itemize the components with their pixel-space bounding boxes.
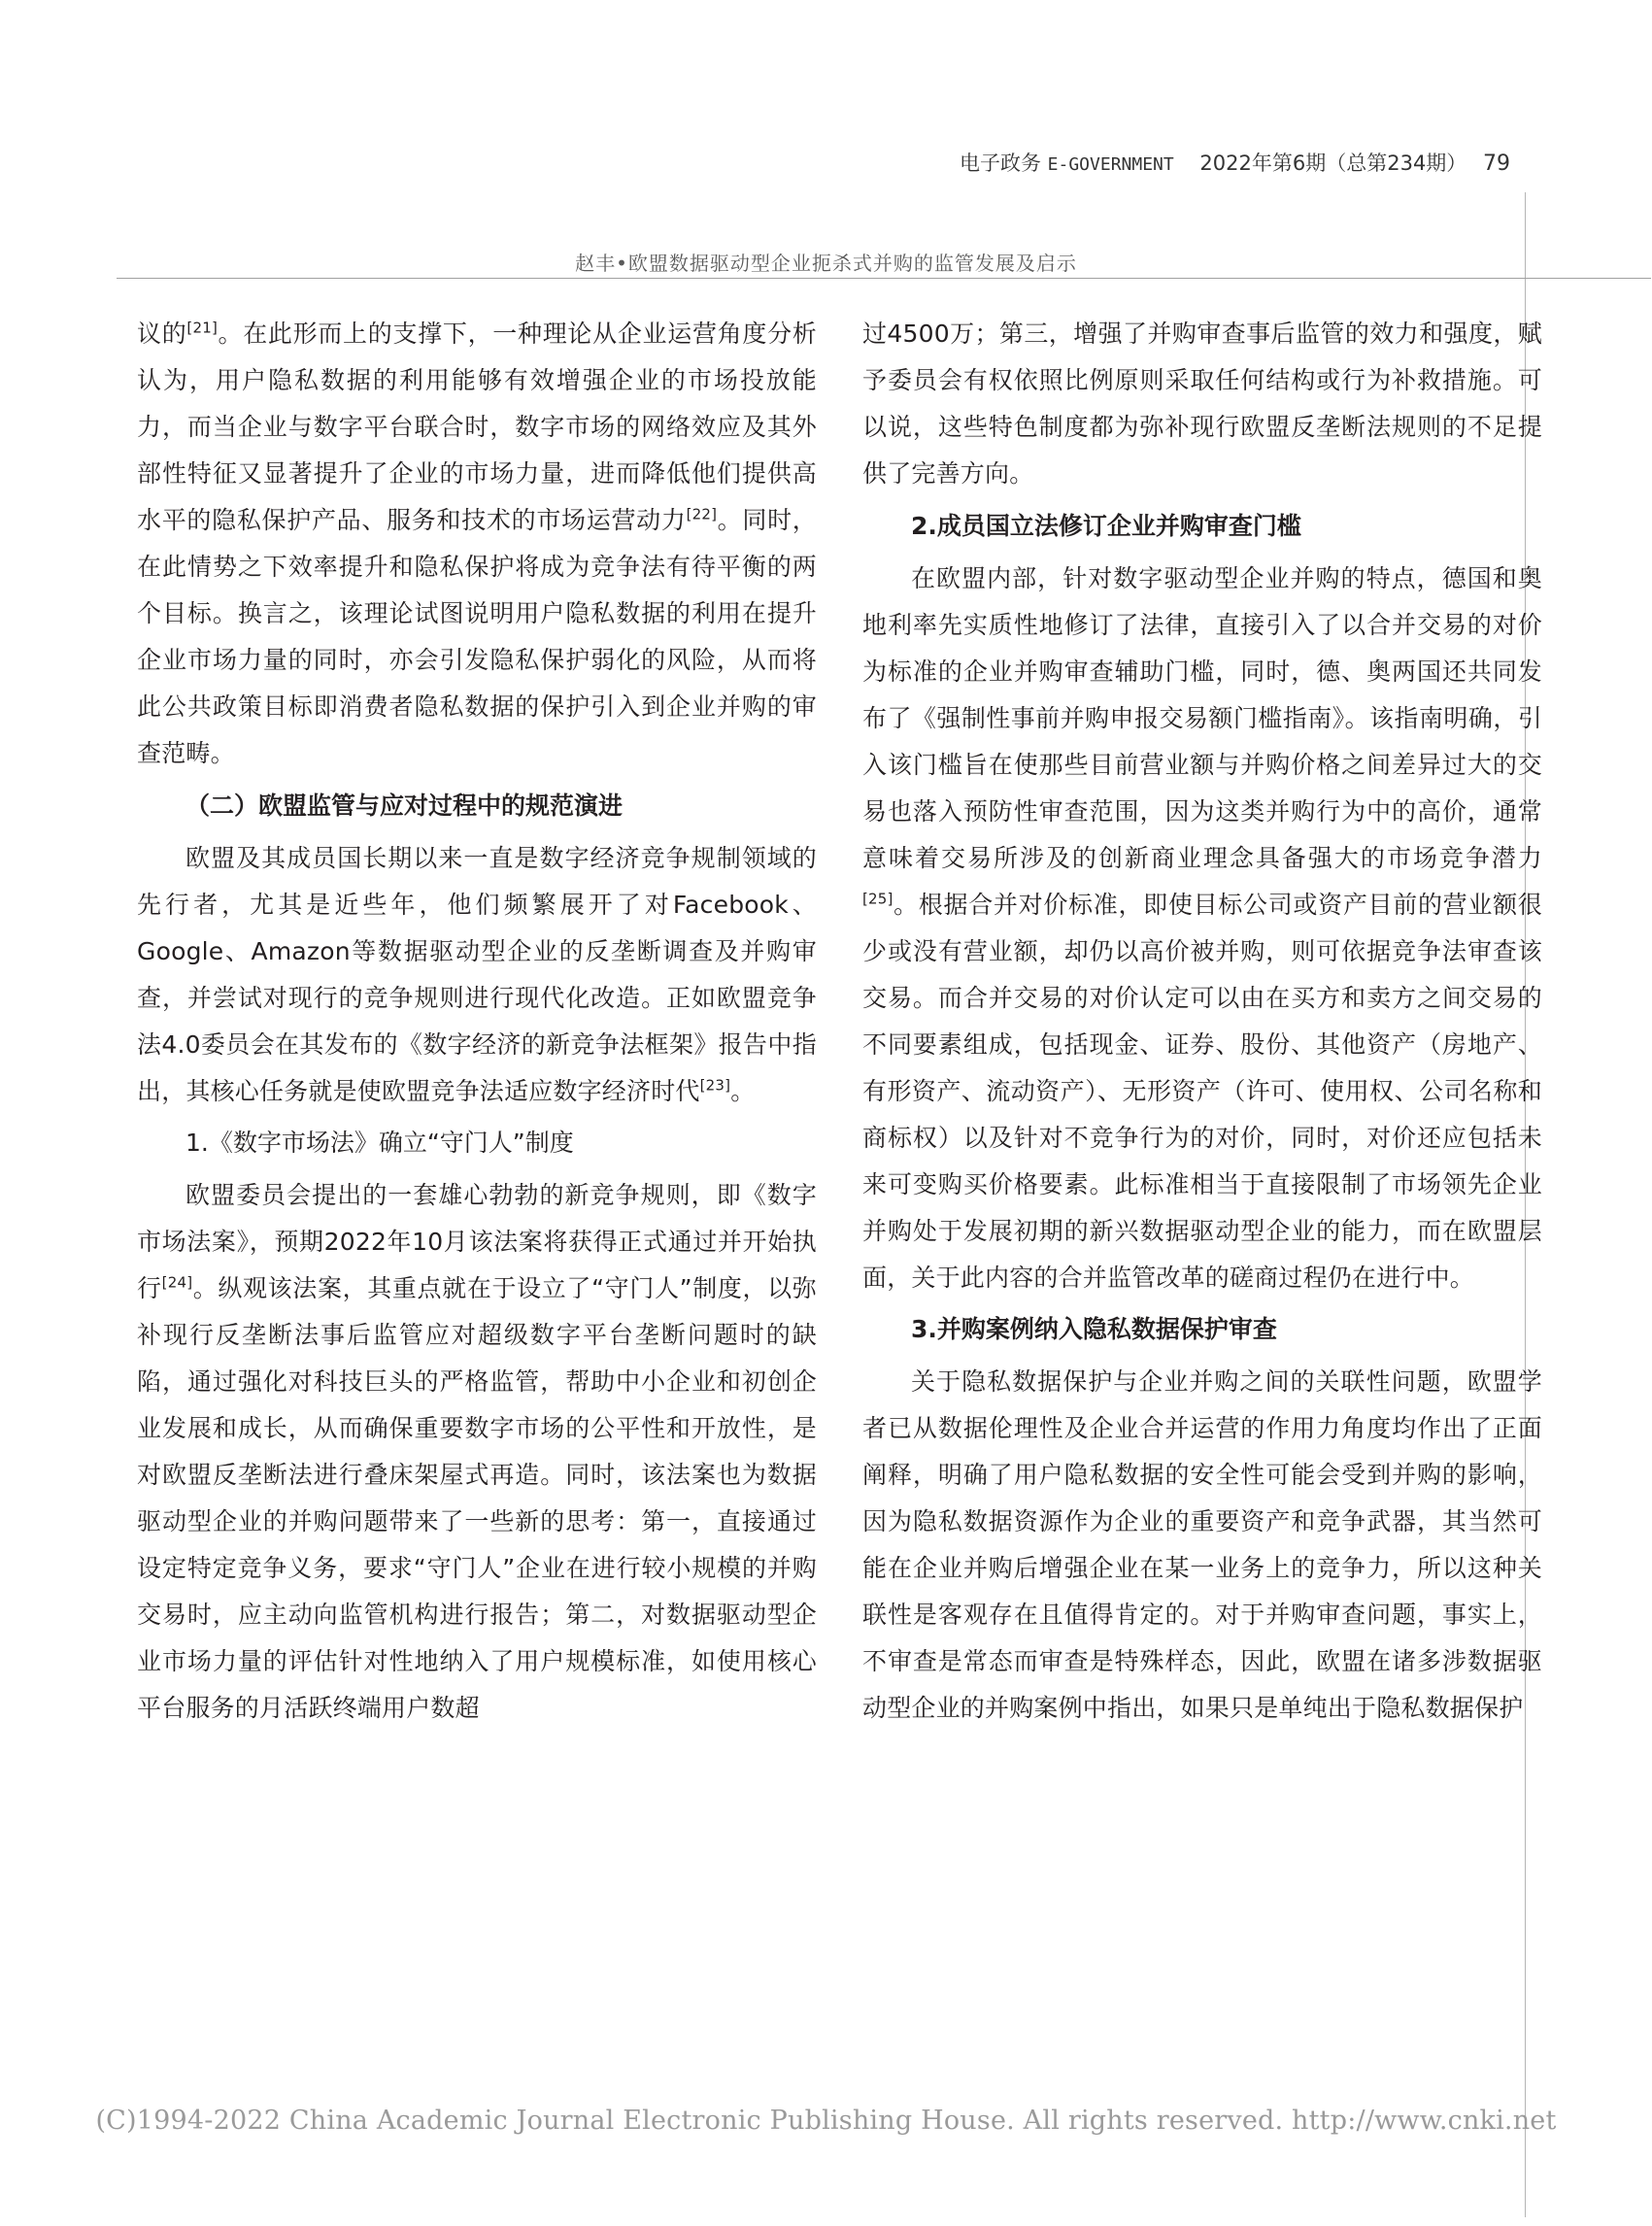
issue-info: 2022年第6期（总第234期） <box>1199 152 1467 175</box>
subsection-heading: 1.《数字市场法》确立“守门人”制度 <box>185 1129 574 1158</box>
citation-ref[interactable]: [21] <box>186 319 219 337</box>
paragraph: 关于隐私数据保护与企业并购之间的关联性问题，欧盟学者已从数据伦理性及企业合并运营的作用力角度均作出了正面阐释，明确了用户隐私数据的安全性可能会受到并购的影响，因为隐私数据资源作为企业的重要资产和竞争武器，其当然可能在企业并购后增强企业在某一业务上的竞争力，所以这种关联性是客观存在且值得肯定的。对于并购审查问题，事实上，不审查是常态而审查是特殊样态，因此，欧盟在诸多涉数据驱动型企业的并购案例中指出，如果只是单纯出于隐私数据保护 <box>862 1367 1542 1723</box>
left-column <box>137 311 817 1737</box>
journal-name: 电子政务 <box>959 152 1041 175</box>
journal-name-en: E-GOVERNMENT <box>1047 154 1174 175</box>
running-title: 赵丰•欧盟数据驱动型企业扼杀式并购的监管发展及启示 <box>575 252 1077 275</box>
subsection-heading: 2.成员国立法修订企业并购审查门槛 <box>911 511 1301 540</box>
journal-header <box>960 148 1510 177</box>
citation-ref[interactable]: [23] <box>699 1076 731 1095</box>
citation-ref[interactable]: [22] <box>686 505 718 523</box>
paragraph: 过4500万；第三，增强了并购审查事后监管的效力和强度，赋予委员会有权依照比例原则采取任何结构或行为补救措施。可以说，这些特色制度都为弥补现行欧盟反垄断法规则的不足提供了完善方向。 <box>862 320 1542 488</box>
page-number: 79 <box>1483 152 1510 176</box>
citation-ref[interactable]: [24] <box>161 1273 193 1292</box>
citation-ref[interactable]: [25] <box>862 890 893 908</box>
subsection-heading: 3.并购案例纳入隐私数据保护审查 <box>911 1315 1277 1344</box>
header-divider <box>117 278 1651 279</box>
paragraph: 议的[21]。在此形而上的支撑下，一种理论从企业运营角度分析认为，用户隐私数据的利用能够有效增强企业的市场投放能力，而当企业与数字平台联合时，数字市场的网络效应及其外部性特征又显著提升了企业的市场力量，进而降低他们提供高水平的隐私保护产品、服务和技术的市场运营动力[22]。同时，在此情势之下效率提升和隐私保护将成为竞争法有待平衡的两个目标。换言之，该理论试图说明用户隐私数据的利用在提升企业市场力量的同时，亦会引发隐私保护弱化的风险，从而将此公共政策目标即消费者隐私数据的保护引入到企业并购的审查范畴。 <box>137 319 817 767</box>
section-heading: （二）欧盟监管与应对过程中的规范演进 <box>185 791 624 820</box>
paragraph: 在欧盟内部，针对数字驱动型企业并购的特点，德国和奥地利率先实质性地修订了法律，直接引入了以合并交易的对价为标准的企业并购审查辅助门槛，同时，德、奥两国还共同发布了《强制性事前并购申报交易额门槛指南》。该指南明确，引入该门槛旨在使那些目前营业额与并购价格之间差异过大的交易也落入预防性审查范围，因为这类并购行为中的高价，通常意味着交易所涉及的创新商业理念具备强大的市场竞争潜力[25]。根据合并对价标准，即使目标公司或资产目前的营业额很少或没有营业额，却仍以高价被并购，则可依据竞争法审查该交易。而合并交易的对价认定可以由在买方和卖方之间交易的不同要素组成，包括现金、证券、股份、其他资产（房地产、有形资产、流动资产）、无形资产（许可、使用权、公司名称和商标权）以及针对不竞争行为的对价，同时，对价还应包括未来可变购买价格要素。此标准相当于直接限制了市场领先企业并购处于发展初期的新兴数据驱动型企业的能力，而在欧盟层面，关于此内容的合并监管改革的磋商过程仍在进行中。 <box>862 563 1542 1292</box>
copyright-footer: (C)1994-2022 China Academic Journal Electronic Publishing House. All rights reserved. http://www.cnki.net <box>95 2106 1557 2136</box>
paragraph: 欧盟及其成员国长期以来一直是数字经济竞争规制领域的先行者，尤其是近些年，他们频繁展开了对Facebook、Google、Amazon等数据驱动型企业的反垄断调查及并购审查，并尝试对现行的竞争规则进行现代化改造。正如欧盟竞争法4.0委员会在其发布的《数字经济的新竞争法框架》报告中指出，其核心任务就是使欧盟竞争法适应数字经济时代[23]。 <box>137 843 817 1105</box>
right-column <box>862 311 1542 1737</box>
paragraph: 欧盟委员会提出的一套雄心勃勃的新竞争规则，即《数字市场法案》，预期2022年10月该法案将获得正式通过并开始执行[24]。纵观该法案，其重点就在于设立了“守门人”制度，以弥补现行反垄断法事后监管应对超级数字平台垄断问题时的缺陷，通过强化对科技巨头的严格监管，帮助中小企业和初创企业发展和成长，从而确保重要数字市场的公平性和开放性，是对欧盟反垄断法进行叠床架屋式再造。同时，该法案也为数据驱动型企业的并购问题带来了一些新的思考：第一，直接通过设定特定竞争义务，要求“守门人”企业在进行较小规模的并购交易时，应主动向监管机构进行报告；第二，对数据驱动型企业市场力量的评估针对性地纳入了用户规模标准，如使用核心平台服务的月活跃终端用户数超 <box>137 1181 818 1723</box>
